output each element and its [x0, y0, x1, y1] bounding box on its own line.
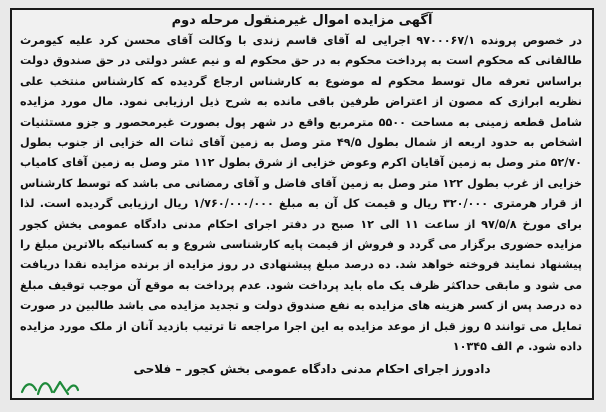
- notice-box: [10, 8, 594, 400]
- notice-body: در خصوص پرونده ۹۷۰۰۰۶۷/۱ اجرایی له آقای قاسم زندی با وکالت آقای محسن کرد علیه کیومرث طالقانی که محکوم است به پرداخت محکوم به در حق محکوم له و نیم عشر دولتی در حق صندوق دولت براساس تعرفه مال توسط محکوم له موضوع به کارشناس ارجاع گردیده که کارشناس منتخب علی نظریه ابرازی که مصون از اعتراض طرفین باقی مانده به شرح ذیل ارزیابی نمود. مال مورد مزایده شامل قطعه زمینی به مساحت ۵۵۰۰ مترمربع واقع در شهر پول بصورت غیرمحصور و جزو مستثنیات اشخاص به حدود اربعه از شمال بطول ۴۹/۵ متر وصل به زمین آقای ثنات اله خزایی از جنوب بطول ۵۲/۷۰ متر وصل به زمین آقایان اکرم وعوض خزایی از شرق بطول ۱۱۲ متر وصل به زمین آقای کامیاب خزایی از غرب بطول ۱۲۲ متر وصل به زمین آقای فاضل و آقای رمضانی می باشد که توسط کارشناس از قرار هرمتری ۳۲۰/۰۰۰ ریال و قیمت کل آن به مبلغ ۱/۷۶۰/۰۰۰/۰۰۰ ریال ارزیابی گردیده است. لذا برای مورخ ۹۷/۵/۸ از ساعت ۱۱ الی ۱۲ صبح در دفتر اجرای احکام مدنی دادگاه عمومی بخش کجور مزایده حضوری برگزار می گردد و فروش از قیمت پایه کارشناسی شروع و به کسانیکه بالاترین مبلغ را پیشنهاد نمایند فروخته خواهد شد. ده درصد مبلغ پیشنهادی در روز مزایده از برنده مزایده نقدا دریافت می شود و مابقی حداکثر ظرف یک ماه باید پرداخت شود. عدم پرداخت به موقع آن موجب توقیف مبلغ ده درصد پس از کسر هزینه های مزایده به نفع صندوق دولت و تجدید مزایده می باشد طالبین در صورت تمایل می توانند ۵ روز قبل از موعد مزایده به این اجرا مراجعه تا ترتیب بازدید آنان از ملک مورد مزایده داده شود. م الف ۱۰۳۴۵: [20, 34, 583, 354]
- green-handwritten-mark: [18, 372, 80, 400]
- signature-line: دادورز اجرای احکام مدنی دادگاه عمومی بخش کجور – فلاحی: [133, 362, 491, 376]
- notice-title: آگهی مزایده اموال غیرمنقول مرحله دوم: [171, 13, 433, 28]
